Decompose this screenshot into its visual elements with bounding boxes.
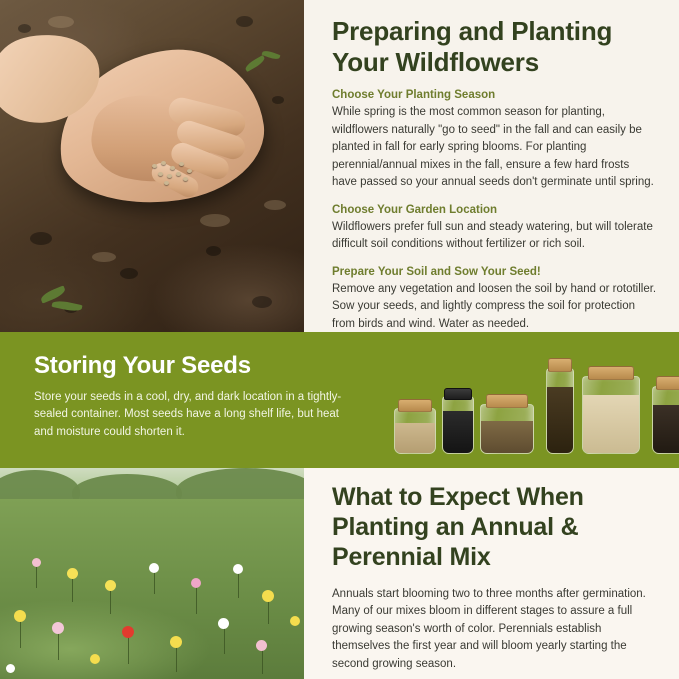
jar-1-cork — [398, 399, 432, 412]
jar-4-cork — [548, 358, 572, 372]
page-title: Preparing and Planting Your Wildflowers — [332, 16, 613, 77]
jar-5-cork — [588, 366, 634, 380]
jar-3-cork — [486, 394, 528, 408]
jar-3 — [480, 404, 534, 454]
jar-5 — [582, 376, 640, 454]
body-planting-season: While spring is the most common season for planting, wildflowers naturally "go to seed" in the fall and can easily be planted in fall for early spring blooms. For planting perennial/annual mixes in the fall, ensure a few hard frosts have passed so your annual seeds don't germinate until spring. — [332, 106, 654, 189]
body-prepare-soil: Remove any vegetation and loosen the soil by hand or rototiller. Sow your seeds, and lightly compress the soil for protection from birds and wind. Water as needed. — [332, 282, 657, 330]
jar-2 — [442, 396, 474, 454]
wildflower-meadow-photo — [0, 468, 304, 679]
storing-title: Storing Your Seeds — [34, 352, 251, 379]
storing-body: Store your seeds in a cool, dry, and dark location in a tightly-sealed container. Most seeds have a long shelf life, but heat and moisture could shorten it. — [34, 391, 342, 438]
expect-body: Annuals start blooming two to three months after germination. Many of our mixes bloom in different stages to assure a full growing season's worth of color. Perennials establish themselves the first year and will bloom yearly starting the second growing season. — [332, 588, 646, 670]
section-what-to-expect — [0, 468, 679, 679]
section-preparing-and-planting — [0, 0, 679, 332]
subhead-prepare-soil: Prepare Your Soil and Sow Your Seed! — [332, 265, 541, 278]
seed-jars-photo — [360, 332, 679, 468]
expect-title: What to Expect When Planting an Annual & Perennial Mix — [332, 483, 584, 571]
section-preparing-text — [304, 0, 679, 332]
jar-4 — [546, 368, 574, 454]
section-storing-text — [0, 332, 360, 468]
jar-1 — [394, 408, 436, 454]
subhead-planting-season: Choose Your Planting Season — [332, 89, 496, 102]
jar-6-cork — [656, 376, 679, 390]
section-storing-your-seeds — [0, 332, 679, 468]
hand-sowing-seeds-photo — [0, 0, 304, 332]
section-expect-text — [304, 468, 679, 679]
body-garden-location: Wildflowers prefer full sun and steady watering, but will tolerate difficult soil conditions without fertilizer or rich soil. — [332, 220, 653, 251]
jar-6 — [652, 386, 679, 454]
meadow-grass — [0, 499, 304, 679]
seeds-in-hand — [150, 160, 206, 190]
subhead-garden-location: Choose Your Garden Location — [332, 203, 498, 216]
jar-2-cork — [444, 388, 472, 400]
